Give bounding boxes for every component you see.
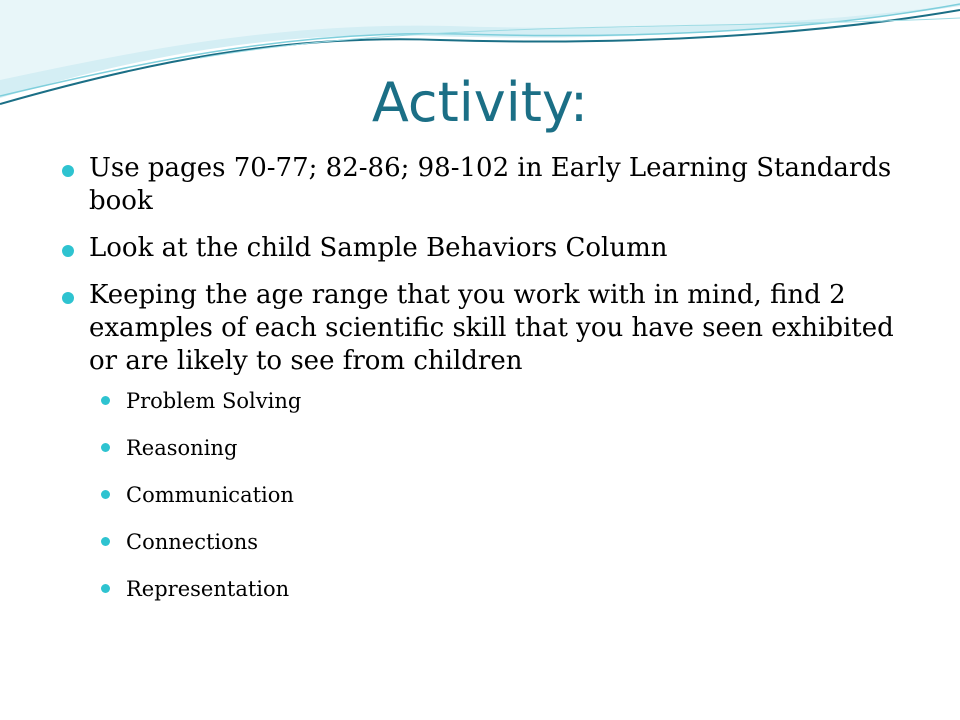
sub-bullet-text: Representation: [126, 577, 290, 601]
sub-bullet-icon: [101, 537, 110, 546]
sub-bullet-item: [60, 472, 900, 519]
bullet-text: Look at the child Sample Behaviors Column: [89, 233, 668, 263]
sub-bullet-item: [60, 566, 900, 613]
bullet-list: [60, 152, 900, 617]
sub-bullet-text: Connections: [126, 530, 259, 554]
sub-bullet-list: [60, 378, 900, 613]
sub-bullet-text: Communication: [126, 483, 294, 507]
bullet-text: Keeping the age range that you work with in mind, find 2 examples of each scientific skill that you have seen exhibited or are likely to see from children: [89, 280, 894, 376]
sub-bullet-icon: [101, 443, 110, 452]
bullet-icon: [62, 245, 74, 257]
bullet-item: [60, 232, 900, 265]
bullet-icon: [62, 165, 74, 177]
sub-bullet-icon: [101, 584, 110, 593]
sub-bullet-item: [60, 425, 900, 472]
bullet-item: [60, 152, 900, 218]
slide-title: Activity:: [371, 71, 589, 134]
bullet-text: Use pages 70-77; 82-86; 98-102 in Early Learning Standards book: [89, 153, 892, 216]
sub-bullet-text: Reasoning: [126, 436, 238, 460]
sub-bullet-icon: [101, 490, 110, 499]
bullet-item: [60, 279, 900, 613]
bullet-icon: [62, 292, 74, 304]
sub-bullet-item: [60, 519, 900, 566]
sub-bullet-icon: [101, 396, 110, 405]
sub-bullet-text: Problem Solving: [126, 389, 302, 413]
sub-bullet-item: [60, 378, 900, 425]
